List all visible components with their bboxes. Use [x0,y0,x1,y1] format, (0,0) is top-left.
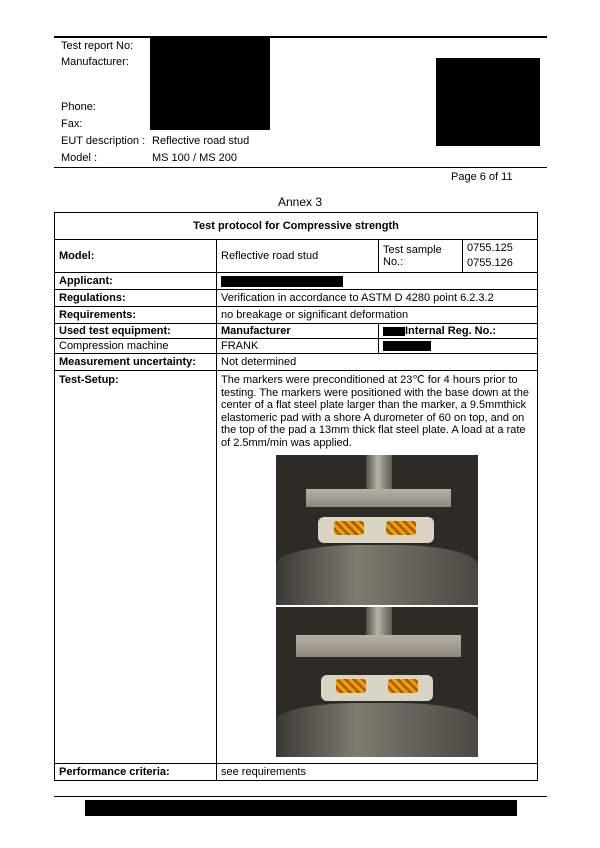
header-bottom-rule [54,167,547,168]
internal-reg-value [379,339,538,354]
model-value: Reflective road stud [217,240,379,273]
redaction-block [383,341,431,351]
value-model: MS 100 / MS 200 [152,152,237,164]
equipment-name: Compression machine [55,339,217,354]
requirements-label: Requirements: [55,307,217,324]
test-photo-before [276,455,478,605]
page-indicator: Page 6 of 11 [451,171,513,183]
sample-number: 0755.126 [467,257,513,269]
regulations-value: Verification in accordance to ASTM D 4280 point 6.2.3.2 [217,290,538,307]
sample-numbers-cell [463,240,538,273]
manufacturer-header: Manufacturer [217,324,379,339]
sample-label: Test sample No.: [379,240,463,273]
uncertainty-label: Measurement uncertainty: [55,354,217,371]
redaction-block [383,327,405,336]
label-eut-description: EUT description : [61,135,146,147]
model-label: Model: [55,240,217,273]
label-model: Model : [61,152,98,164]
equipment-manufacturer: FRANK [217,339,379,354]
setup-cell [217,371,538,764]
internal-reg-header: Internal Reg. No.: [405,325,497,337]
requirements-value: no breakage or significant deformation [217,307,538,324]
internal-reg-header-cell [379,324,538,339]
regulations-label: Regulations: [55,290,217,307]
setup-text: The markers were preconditioned at 23℃ for 4 hours prior to testing. The markers were positioned with the base down at the center of a flat steel plate larger than the marker, a 9.5mmthick elastomeric pad with a shore A durometer of 60 on top, and on the top of the pad a 13mm thick flat steel plate. A load at a rate of 2.5mm/min was applied. [221,374,529,449]
redaction-block [221,276,343,287]
label-phone: Phone: [61,101,96,113]
performance-label: Performance criteria: [55,763,217,780]
protocol-title: Test protocol for Compressive strength [55,213,538,240]
test-photo-during [276,607,478,757]
annex-title: Annex 3 [277,195,323,209]
redaction-block-footer [85,800,517,816]
redaction-block [150,38,270,130]
value-eut-description: Reflective road stud [152,135,250,147]
performance-value: see requirements [217,763,538,780]
applicant-label: Applicant: [55,273,217,290]
label-fax: Fax: [61,118,83,130]
footer-rule [54,796,547,797]
redaction-block-logo [436,58,540,146]
applicant-value [217,273,538,290]
uncertainty-value: Not determined [217,354,538,371]
header-top-rule [54,36,547,38]
test-protocol-table [54,212,538,781]
label-manufacturer: Manufacturer: [61,56,129,68]
sample-number: 0755.125 [467,242,513,254]
setup-label: Test-Setup: [55,371,217,764]
equipment-label: Used test equipment: [55,324,217,339]
label-test-report-no: Test report No: [61,40,134,52]
